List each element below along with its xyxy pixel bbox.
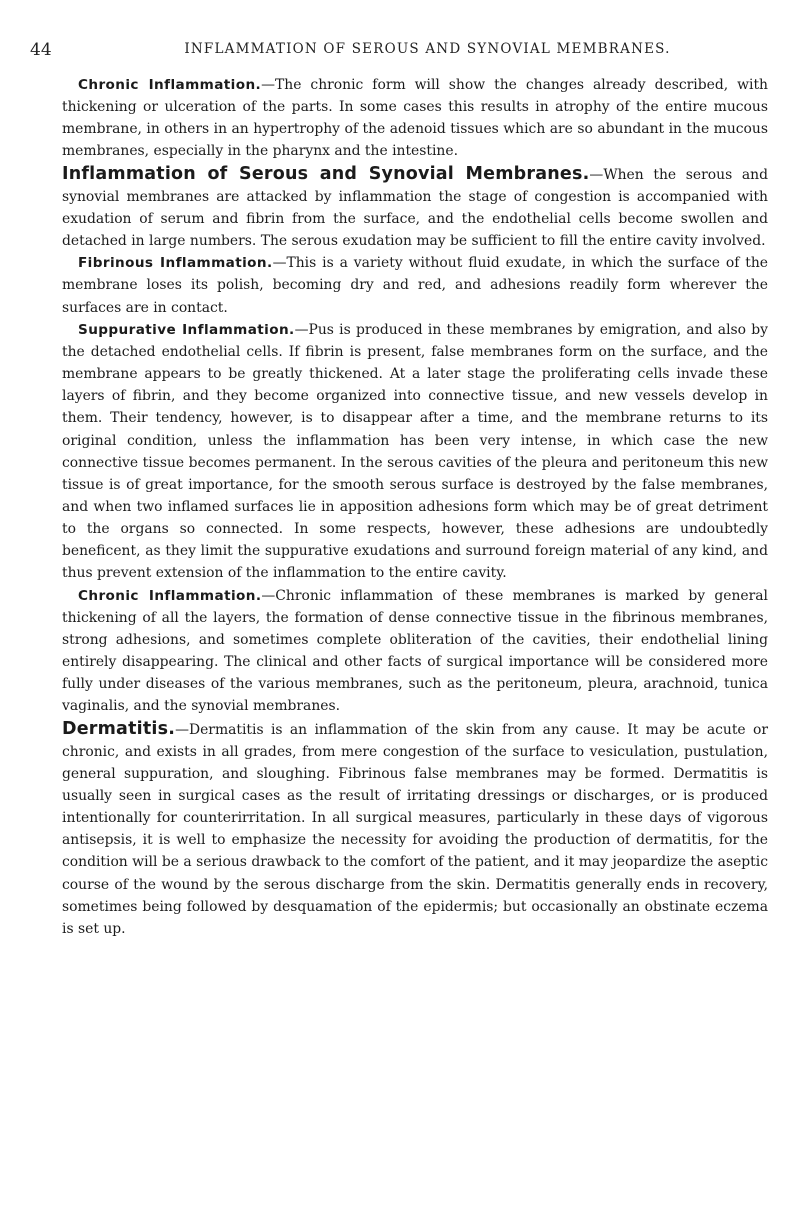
paragraph-text: —Chronic inflammation of these membranes is marked by general thickening of all the layers, the formation of dense connective tissue in the fibrinous membranes, strong adhesions, and sometimes complete obliteration of the cavities, their endothelial lining entirely disappearing. The clinical and other facts of surgical importance will be considered more fully under diseases of the various membranes, such as the peritoneum, pleura, arachnoid, tunica vaginalis, and the synovial membranes. bbox=[62, 587, 768, 715]
paragraph-suppurative-inflammation bbox=[62, 319, 768, 585]
running-head bbox=[30, 40, 765, 64]
paragraph-dermatitis bbox=[62, 718, 768, 941]
section-heading: Dermatitis. bbox=[62, 718, 176, 739]
paragraph-heading: Chronic Inflammation. bbox=[78, 77, 262, 93]
paragraph-chronic-inflammation-serous bbox=[62, 585, 768, 718]
paragraph-text: —Pus is produced in these membranes by emigration, and also by the detached endothelial cells. If fibrin is present, false membranes form on the surface, and the membrane appears to be greatly thickened. At a later stage the proliferating cells invade these layers of fibrin, and they become organized into connective tissue, and new vessels develop in them. Their tendency, however, is to disappear after a time, and the membrane returns to its original condition, unless the inflammation has been very intense, in which case the new connective tissue becomes permanent. In the serous cavities of the pleura and peritoneum this new tissue is of great importance, for the smooth serous surface is destroyed by the false membranes, and when two inflamed surfaces lie in apposition adhesions form which may be of great detriment to the organs so connected. In some respects, however, these adhesions are undoubtedly beneficent, as they limit the suppurative exudations and surround foreign material of any kind, and thus prevent extension of the inflammation to the entire cavity. bbox=[62, 321, 769, 582]
paragraph-chronic-inflammation-mucous bbox=[62, 74, 768, 163]
paragraph-text: —Dermatitis is an inflammation of the skin from any cause. It may be acute or chronic, and exists in all grades, from mere congestion of the surface to vesiculation, pustulation, general suppuration, and sloughing. Fibrinous false membranes may be formed. Dermatitis is usually seen in surgical cases as the result of irritating dressings or discharges, or is produced intentionally for counterirritation. In all surgical measures, particularly in these days of vigorous antisepsis, it is well to emphasize the necessity for avoiding the production of dermatitis, for the condition will be a serious drawback to the comfort of the patient, and it may jeopardize the aseptic course of the wound by the serous discharge from the skin. Dermatitis generally ends in recovery, sometimes being followed by desquamation of the epidermis; but occasionally an obstinate eczema is set up. bbox=[62, 721, 768, 937]
paragraph-text: —When the serous and synovial membranes are attacked by inflammation the stage of congestion is accompanied with exudation of serum and fibrin from the surface, and the endothelial cells become swollen and detached in large numbers. The serous exudation may be sufficient to fill the entire cavity involved. bbox=[62, 166, 768, 250]
paragraph-fibrinous-inflammation bbox=[62, 252, 768, 318]
paragraph-heading: Fibrinous Inflammation. bbox=[78, 255, 273, 272]
paragraph-heading: Chronic Inflammation. bbox=[78, 587, 262, 604]
running-head-title: INFLAMMATION OF SEROUS AND SYNOVIAL MEMBRANES. bbox=[184, 41, 671, 57]
paragraph-serous-synovial-membranes bbox=[62, 163, 768, 253]
paragraph-text: —This is a variety without fluid exudate, in which the surface of the membrane loses its polish, becoming dry and red, and adhesions readily form wherever the surfaces are in contact. bbox=[62, 255, 768, 316]
paragraph-text: —The chronic form will show the changes already described, with thickening or ulceration of the parts. In some cases this results in atrophy of the entire mucous membrane, in others in an hypertrophy of the adenoid tissues which are so abundant in the mucous membranes, especially in the pharynx and the intestine. bbox=[62, 77, 768, 160]
section-heading: Inflammation of Serous and Synovial Membranes. bbox=[62, 163, 590, 184]
page-number: 44 bbox=[30, 40, 52, 60]
paragraph-heading: Suppurative Inflammation. bbox=[78, 321, 295, 338]
body-text bbox=[62, 74, 768, 940]
